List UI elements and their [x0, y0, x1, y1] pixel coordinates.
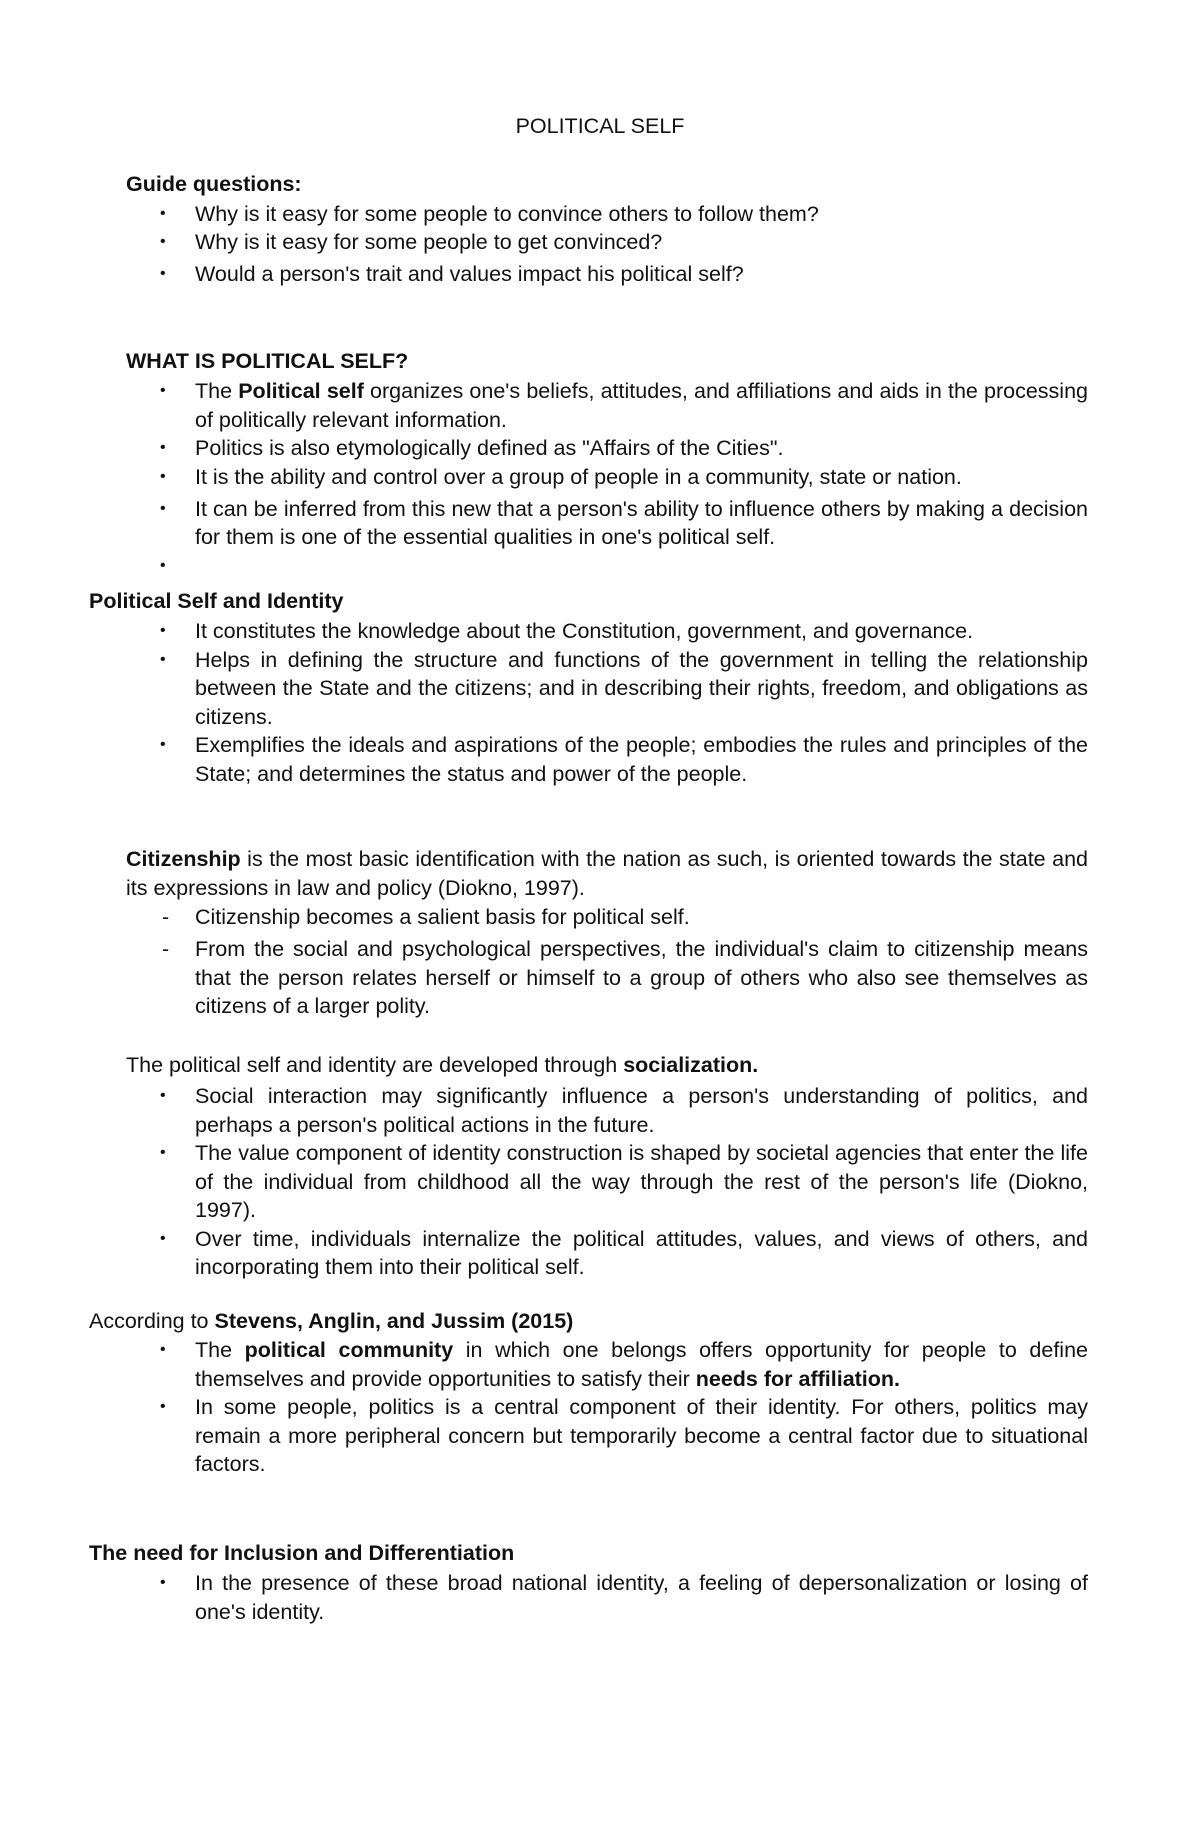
list-item: • The political community in which one belongs offers opportunity for people to define themselves and provide opportunities to satisfy their needs for affiliation.: [160, 1338, 1088, 1391]
list-item: • The Political self organizes one's beliefs, attitudes, and affiliations and aids in the processing of politically relevant information.: [160, 379, 1088, 432]
bullet-marker: •: [160, 233, 166, 250]
socialization-list: [0, 1082, 1200, 1282]
bullet-marker: •: [160, 622, 166, 639]
bullet-marker: •: [160, 382, 166, 399]
bullet-marker: •: [160, 467, 166, 485]
citizenship-list: [0, 903, 1200, 1021]
list-item: • Helps in defining the structure and functions of the government in telling the relationship between the State and the citizens; and in describing their rights, freedom, and obligations as citizens.: [160, 647, 1088, 729]
political-self-identity-list: [0, 617, 1200, 788]
list-item: • In some people, politics is a central component of their identity. For others, politics may remain a more peripheral concern but temporarily become a central factor due to situational factors.: [160, 1395, 1088, 1476]
citizenship-paragraph: Citizenship is the most basic identification with the nation as such, is oriented towards the state and its expressions in law and policy (Diokno, 1997).: [126, 847, 1088, 900]
list-item: - From the social and psychological perspectives, the individual's claim to citizenship means that the person relates herself or himself to a group of others who also see themselves as citizens of a larger polity.: [162, 937, 1088, 1018]
list-item: - Citizenship becomes a salient basis for political self.: [0, 903, 1088, 935]
bullet-marker: •: [160, 556, 166, 574]
list-item: • Would a person's trait and values impact his political self?: [0, 260, 1088, 289]
list-item: • Why is it easy for some people to get convinced?: [0, 228, 1088, 260]
bullet-marker: •: [160, 499, 166, 517]
list-item: • Over time, individuals internalize the political attitudes, values, and views of others, and incorporating them into their political self.: [160, 1226, 1088, 1279]
bullet-marker: •: [160, 439, 166, 456]
list-item: • Why is it easy for some people to convince others to follow them?: [0, 200, 1088, 228]
guide-questions-list: [0, 200, 1200, 289]
bullet-marker: •: [160, 265, 166, 282]
bullet-marker: •: [160, 1087, 166, 1104]
list-item: • It can be inferred from this new that a person's ability to influence others by making a decision for them is one of the essential qualities in one's political self.: [160, 496, 1088, 549]
bullet-marker: •: [160, 1341, 166, 1358]
bullet-marker: •: [160, 205, 166, 222]
page-title: POLITICAL SELF: [515, 114, 685, 138]
socialization-paragraph: The political self and identity are developed through socialization.: [126, 1053, 759, 1077]
bullet-marker: •: [160, 650, 166, 668]
bullet-marker: •: [160, 736, 166, 753]
list-item: • Politics is also etymologically defined as "Affairs of the Cities".: [0, 434, 1088, 463]
dash-marker: -: [162, 937, 170, 961]
bullet-marker: •: [160, 1574, 166, 1591]
list-item: • Exemplifies the ideals and aspirations of the people; embodies the rules and principles of the State; and determines the status and power of the people.: [160, 733, 1088, 786]
what-is-political-self-list: [0, 377, 1200, 574]
stevens-list: [0, 1336, 1200, 1479]
bullet-marker: •: [160, 1144, 166, 1161]
stevens-paragraph: According to Stevens, Anglin, and Jussim (2015): [89, 1309, 574, 1333]
list-item: • In the presence of these broad national identity, a feeling of depersonalization or losing of one's identity.: [160, 1571, 1088, 1624]
guide-questions-heading: Guide questions:: [126, 172, 302, 196]
list-item: • Social interaction may significantly influence a person's understanding of politics, and perhaps a person's political actions in the future.: [160, 1084, 1088, 1137]
list-item: • It constitutes the knowledge about the Constitution, government, and governance.: [0, 617, 1088, 646]
list-item: • It is the ability and control over a group of people in a community, state or nation.: [0, 463, 1088, 495]
what-is-political-self-heading: WHAT IS POLITICAL SELF?: [126, 349, 409, 373]
dash-marker: -: [162, 905, 170, 929]
bullet-marker: •: [160, 1229, 166, 1247]
bullet-marker: •: [160, 1398, 166, 1415]
inclusion-differentiation-heading: The need for Inclusion and Differentiation: [89, 1541, 515, 1565]
political-self-identity-heading: Political Self and Identity: [89, 589, 344, 613]
list-item: • The value component of identity construction is shaped by societal agencies that enter the life of the individual from childhood all the way through the rest of the person's life (Diokno, 1997).: [160, 1141, 1088, 1222]
inclusion-differentiation-list: [0, 1569, 1200, 1626]
